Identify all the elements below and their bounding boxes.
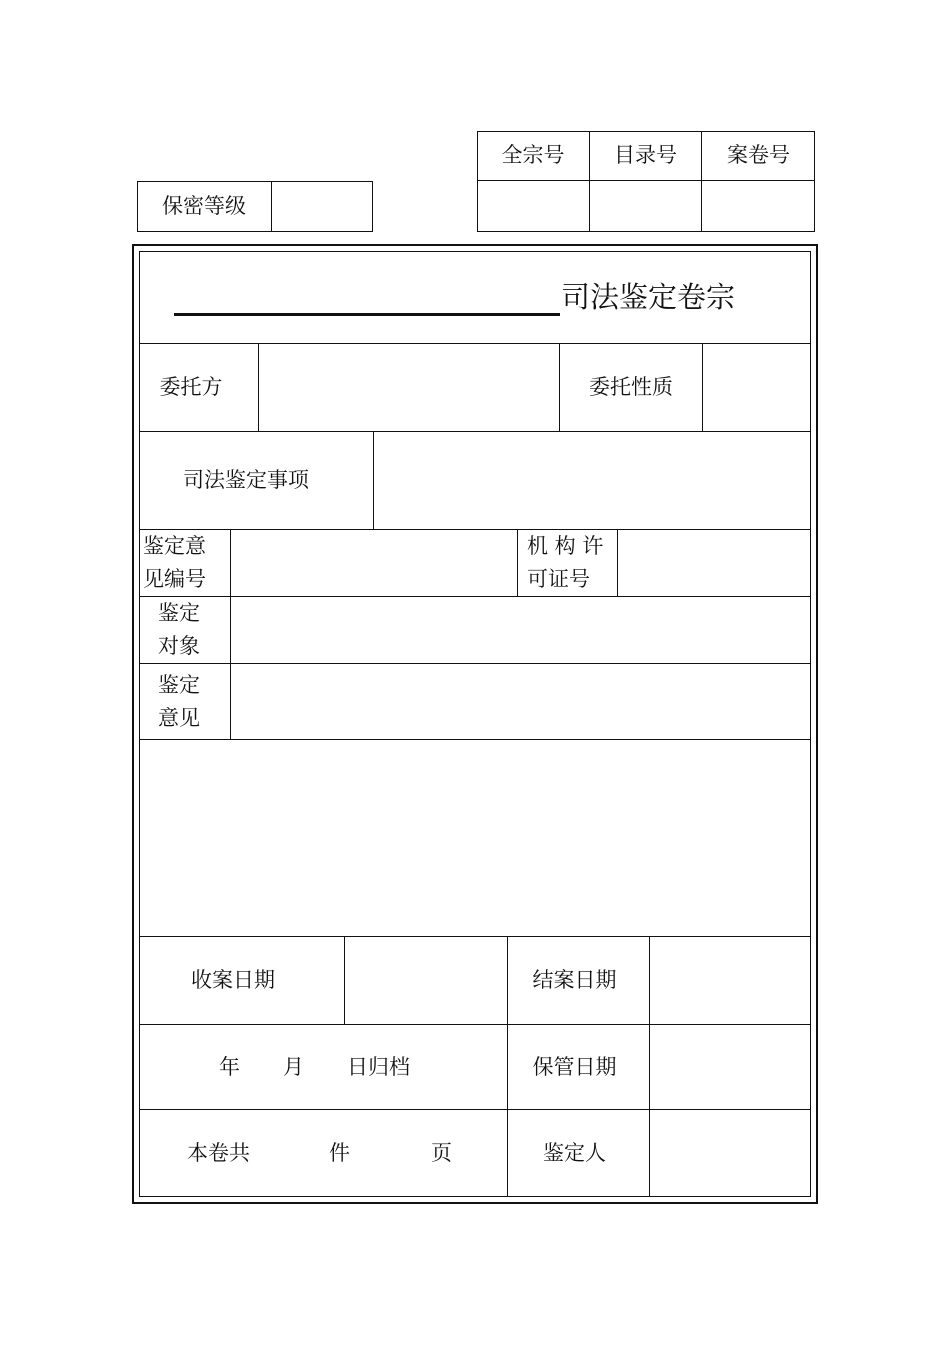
matter-field[interactable] [374,432,810,529]
keep-date-field[interactable] [650,1025,810,1109]
archive-month: 月 [283,1054,304,1079]
appraiser-field[interactable] [650,1110,810,1196]
volume-total-label: 本卷共 [187,1140,250,1165]
client-label: 委托方 [159,375,223,399]
form-title: 司法鉴定卷宗 [561,279,736,314]
object-label: 鉴定 对象 [158,601,200,658]
opinion-field[interactable] [231,664,810,739]
received-date-field[interactable] [345,937,507,1024]
secrecy-level-label: 保密等级 [162,194,246,218]
catalog-number-label: 目录号 [614,143,677,167]
received-date-label: 收案日期 [191,968,275,992]
volume-pages-label: 页 [431,1140,452,1165]
license-number-label: 机 构 许 可证号 [527,534,604,591]
catalog-number-field[interactable] [590,181,701,232]
opinion-label: 鉴定 意见 [158,672,200,730]
nature-field[interactable] [703,344,810,431]
closed-date-label: 结案日期 [532,968,617,992]
archive-day: 日归档 [347,1054,410,1079]
opinion-number-field[interactable] [231,530,517,596]
blank-area [140,740,810,936]
keep-date-label: 保管日期 [532,1054,617,1079]
volume-items-label: 件 [329,1140,350,1165]
license-number-field[interactable] [618,530,810,596]
fonds-number-field[interactable] [477,181,589,232]
object-field[interactable] [231,597,810,663]
file-number-label: 案卷号 [727,143,790,167]
opinion-number-label: 鉴定意 见编号 [143,534,206,591]
secrecy-level-field[interactable] [272,181,372,232]
file-number-field[interactable] [702,181,815,232]
title-blank-line[interactable] [174,313,560,316]
fonds-number-label: 全宗号 [501,143,565,167]
divider [517,529,518,596]
appraiser-label: 鉴定人 [543,1140,606,1165]
client-field[interactable] [259,344,559,431]
closed-date-field[interactable] [650,937,810,1024]
nature-label: 委托性质 [589,375,673,399]
archive-year: 年 [219,1054,240,1079]
matter-label: 司法鉴定事项 [183,468,309,492]
